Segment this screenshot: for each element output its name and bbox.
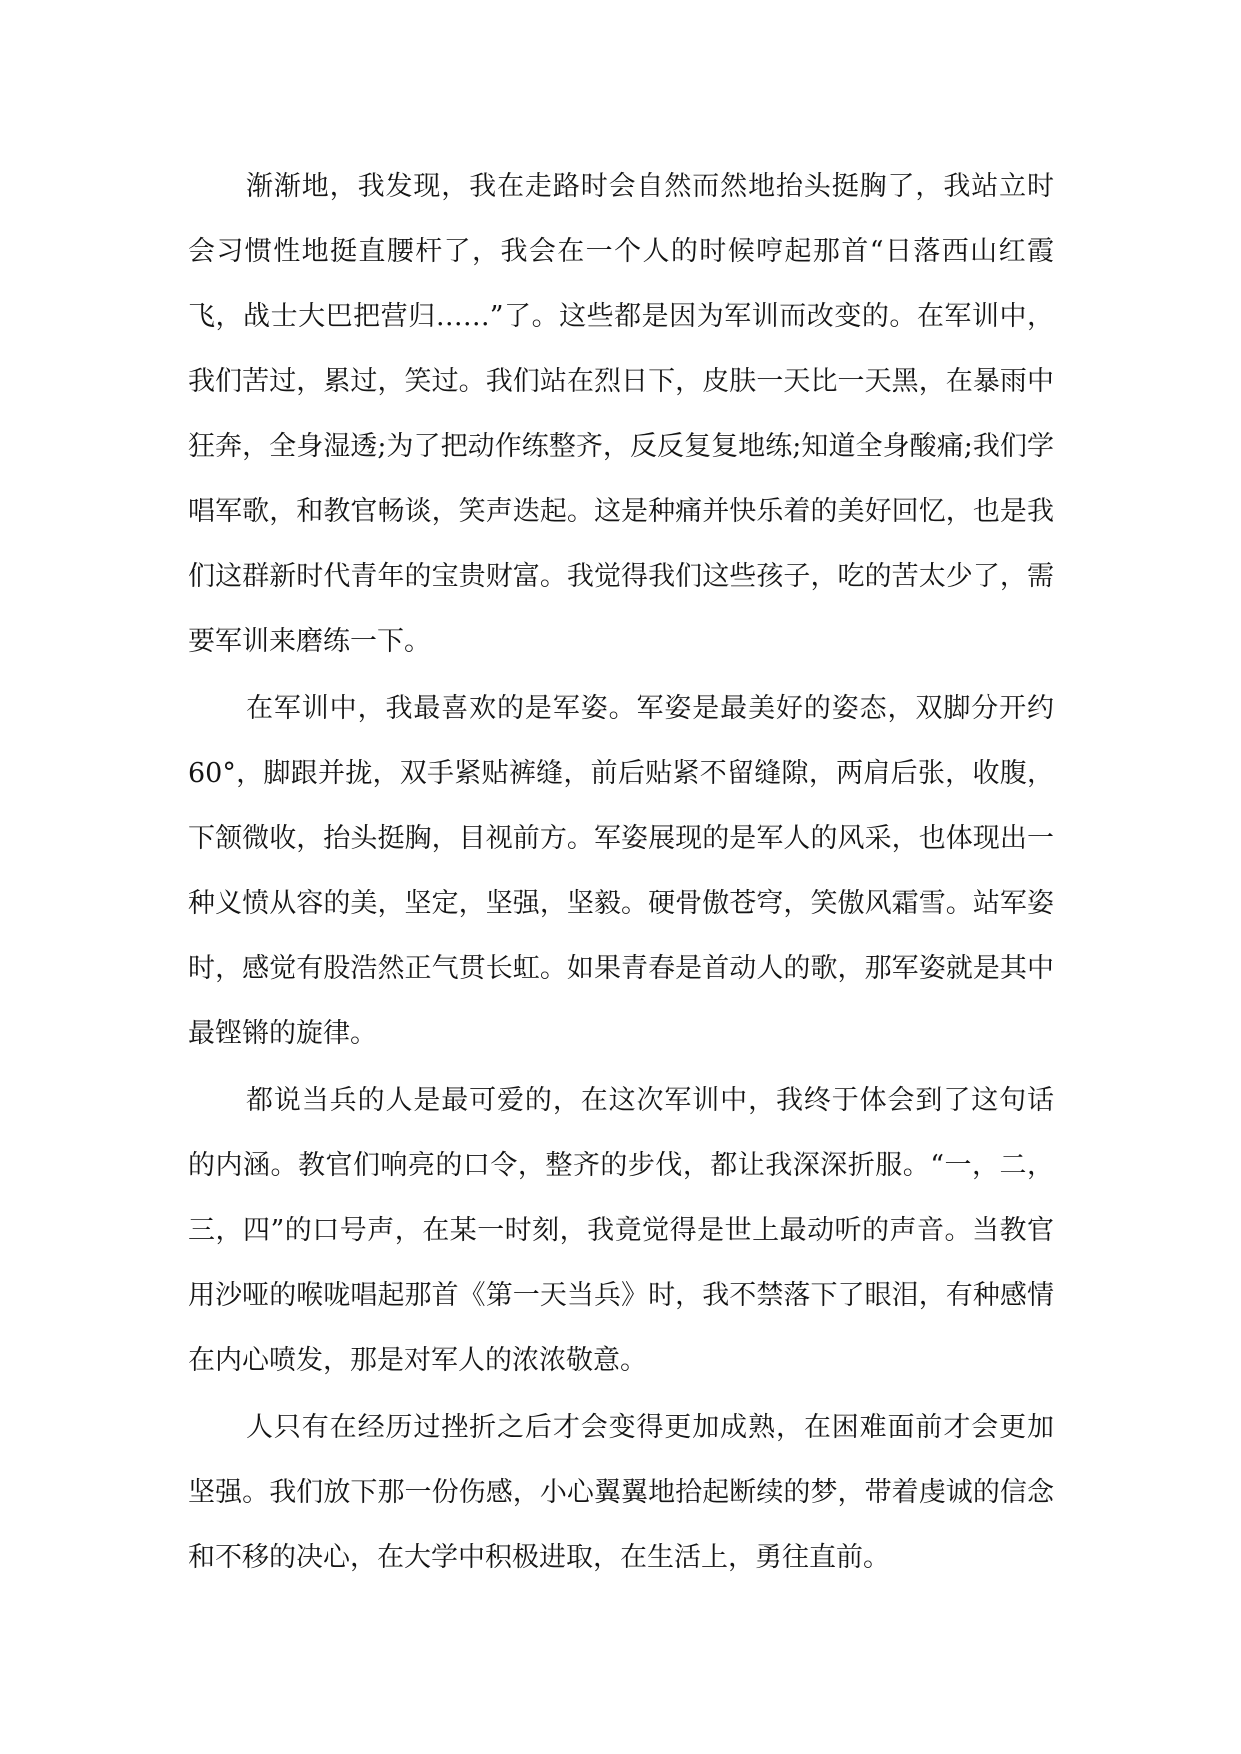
document-body bbox=[188, 154, 1054, 1592]
paragraph-1: 渐渐地，我发现，我在走路时会自然而然地抬头挺胸了，我站立时会习惯性地挺直腰杆了，我会在一个人的时候哼起那首“日落西山红霞飞，战士大巴把营归……”了。这些都是因为军训而改变的。在军训中，我们苦过，累过，笑过。我们站在烈日下，皮肤一天比一天黑，在暴雨中狂奔，全身湿透;为了把动作练整齐，反反复复地练;知道全身酸痛;我们学唱军歌，和教官畅谈，笑声迭起。这是种痛并快乐着的美好回忆，也是我们这群新时代青年的宝贵财富。我觉得我们这些孩子，吃的苦太少了，需要军训来磨练一下。 bbox=[188, 171, 1054, 657]
paragraph-2: 在军训中，我最喜欢的是军姿。军姿是最美好的姿态，双脚分开约60°，脚跟并拢，双手紧贴裤缝，前后贴紧不留缝隙，两肩后张，收腹，下颔微收，抬头挺胸，目视前方。军姿展现的是军人的风采，也体现出一种义愤从容的美，坚定，坚强，坚毅。硬骨傲苍穹，笑傲风霜雪。站军姿时，感觉有股浩然正气贯长虹。如果青春是首动人的歌，那军姿就是其中最铿锵的旋律。 bbox=[188, 693, 1054, 1049]
paragraph-4: 人只有在经历过挫折之后才会变得更加成熟，在困难面前才会更加坚强。我们放下那一份伤感，小心翼翼地拾起断续的梦，带着虔诚的信念和不移的决心，在大学中积极进取，在生活上，勇往直前。 bbox=[188, 1412, 1054, 1573]
paragraph-3: 都说当兵的人是最可爱的，在这次军训中，我终于体会到了这句话的内涵。教官们响亮的口令，整齐的步伐，都让我深深折服。“一，二，三，四”的口号声，在某一时刻，我竟觉得是世上最动听的声音。当教官用沙哑的喉咙唱起那首《第一天当兵》时，我不禁落下了眼泪，有种感情在内心喷发，那是对军人的浓浓敬意。 bbox=[188, 1085, 1054, 1376]
